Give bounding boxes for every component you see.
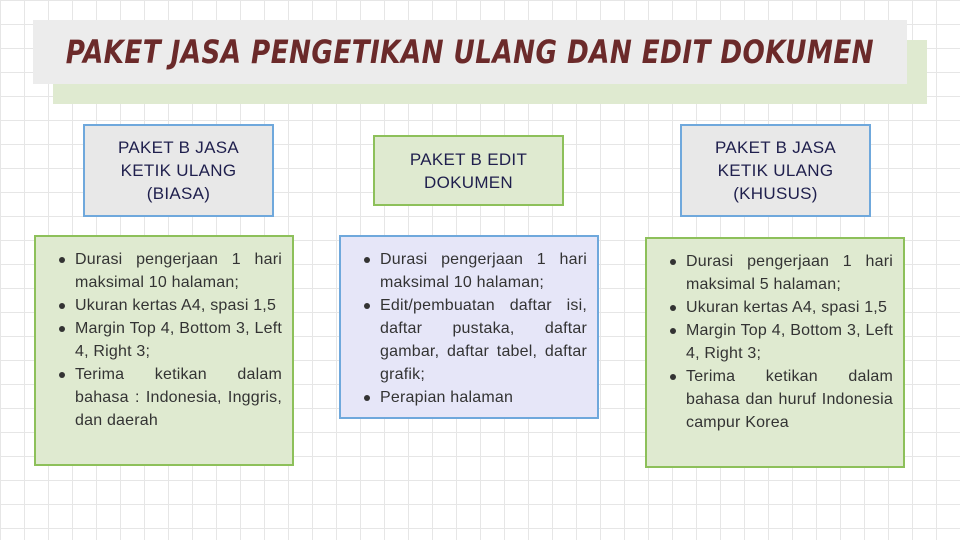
bullet-icon xyxy=(364,257,370,263)
feature-list xyxy=(659,250,893,434)
header-line: KETIK ULANG xyxy=(120,161,237,180)
package-biasa-header xyxy=(83,124,274,217)
header-line: PAKET B EDIT xyxy=(409,149,528,169)
list-item xyxy=(353,386,587,409)
page-title: PAKET JASA PENGETIKAN ULANG DAN EDIT DOKUMEN xyxy=(65,33,875,71)
list-item-text: Margin Top 4, Bottom 3, Left 4, Right 3; xyxy=(75,320,282,360)
list-item-text: Terima ketikan dalam bahasa dan huruf Indonesia campur Korea xyxy=(686,368,893,431)
package-edit-header xyxy=(373,135,564,206)
header-line: (BIASA) xyxy=(146,184,211,203)
bullet-icon xyxy=(364,303,370,309)
header-line: DOKUMEN xyxy=(424,172,513,192)
list-item xyxy=(659,296,893,319)
list-item-text: Margin Top 4, Bottom 3, Left 4, Right 3; xyxy=(686,322,893,362)
package-edit-card xyxy=(339,235,599,419)
header-line: (KHUSUS) xyxy=(733,184,818,203)
package-biasa-card xyxy=(34,235,294,466)
bullet-icon xyxy=(670,328,676,334)
list-item-text: Ukuran kertas A4, spasi 1,5 xyxy=(686,299,888,316)
header-line: PAKET B JASA xyxy=(117,138,240,157)
bullet-icon xyxy=(670,259,676,265)
package-khusus-header xyxy=(680,124,871,217)
list-item xyxy=(659,250,893,296)
list-item xyxy=(659,319,893,365)
feature-list xyxy=(48,248,282,432)
list-item xyxy=(48,317,282,363)
list-item-text: Durasi pengerjaan 1 hari maksimal 5 halaman; xyxy=(686,253,893,293)
list-item xyxy=(353,294,587,386)
bullet-icon xyxy=(59,372,65,378)
bullet-icon xyxy=(59,303,65,309)
feature-list xyxy=(353,248,587,409)
bullet-icon xyxy=(670,305,676,311)
list-item-text: Ukuran kertas A4, spasi 1,5 xyxy=(75,297,277,314)
list-item-text: Perapian halaman xyxy=(380,389,514,406)
list-item xyxy=(48,363,282,432)
list-item-text: Terima ketikan dalam bahasa : Indonesia, Inggris, dan daerah xyxy=(75,366,282,429)
list-item xyxy=(659,365,893,434)
bullet-icon xyxy=(670,374,676,380)
bullet-icon xyxy=(59,326,65,332)
bullet-icon xyxy=(59,257,65,263)
list-item-text: Durasi pengerjaan 1 hari maksimal 10 halaman; xyxy=(75,251,282,291)
list-item-text: Durasi pengerjaan 1 hari maksimal 10 halaman; xyxy=(380,251,587,291)
list-item xyxy=(48,248,282,294)
list-item xyxy=(353,248,587,294)
header-line: PAKET B JASA xyxy=(714,138,837,157)
header-line: KETIK ULANG xyxy=(717,161,834,180)
title-banner xyxy=(33,20,907,84)
package-khusus-card xyxy=(645,237,905,468)
list-item-text: Edit/pembuatan daftar isi, daftar pustaka, daftar gambar, daftar tabel, daftar grafik; xyxy=(380,297,587,383)
bullet-icon xyxy=(364,395,370,401)
list-item xyxy=(48,294,282,317)
